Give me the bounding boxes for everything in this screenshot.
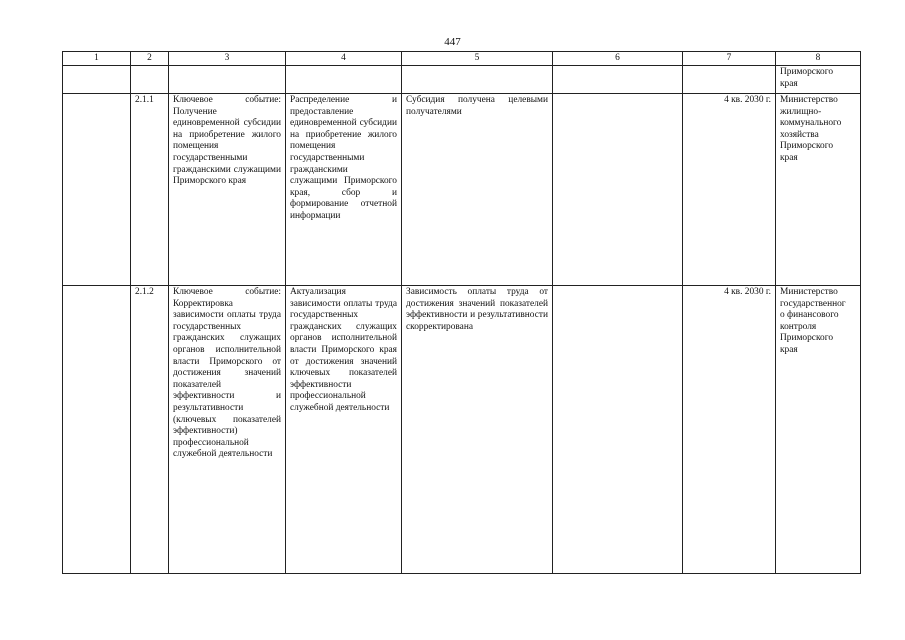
cell-empty: [402, 66, 553, 94]
cell-empty: [131, 66, 169, 94]
responsible-line: коммунального: [780, 118, 842, 129]
responsible-line: жилищно-: [780, 106, 822, 117]
responsible-line: края: [780, 152, 798, 163]
cell-empty: [553, 66, 683, 94]
responsible-line: Министерство: [780, 95, 838, 105]
continued-responsible-cell: [776, 66, 861, 94]
row-number: 2.1.1: [131, 94, 169, 286]
header-cell-3: 3: [169, 52, 286, 66]
row-number: 2.1.2: [131, 286, 169, 574]
cell-empty: [63, 286, 131, 574]
responsible-cell: [776, 286, 861, 574]
header-cell-6: 6: [553, 52, 683, 66]
continued-responsible-line: Приморского: [780, 67, 834, 77]
cell-empty: [63, 94, 131, 286]
deadline-cell: 4 кв. 2030 г.: [683, 286, 776, 574]
header-cell-4: 4: [286, 52, 402, 66]
cell-empty: [286, 66, 402, 94]
header-cell-7: 7: [683, 52, 776, 66]
responsible-line: Приморского: [780, 141, 834, 152]
continued-row: [63, 66, 861, 94]
result-cell: Субсидия получена целевыми получателями: [402, 94, 553, 286]
result-cell: Зависимость оплаты труда от достижения значений показателей эффективности и результативности скорректирована: [402, 286, 553, 574]
cell-empty: [169, 66, 286, 94]
continued-responsible-line: края: [780, 78, 798, 89]
page-number: 447: [444, 36, 461, 48]
activity-cell: Распределение и предоставление единовременной субсидии на приобретение жилого помещения государственными гражданскими служащими Приморского края, сбор и формирование отчетной информации: [286, 94, 402, 286]
cell-empty: [63, 66, 131, 94]
responsible-line: хозяйства: [780, 129, 819, 140]
responsible-line: государственног: [780, 298, 846, 309]
plan-table: [62, 51, 861, 574]
responsible-line: о финансового: [780, 310, 839, 321]
header-cell-8: 8: [776, 52, 861, 66]
header-row: [63, 52, 861, 66]
event-cell: Ключевое событие: Получение единовременной субсидии на приобретение жилого помещения государственными гражданскими служащими Приморского края: [169, 94, 286, 286]
header-cell-5: 5: [402, 52, 553, 66]
table-row: [63, 286, 861, 574]
table-row: [63, 94, 861, 286]
responsible-line: контроля: [780, 321, 817, 332]
deadline-cell: 4 кв. 2030 г.: [683, 94, 776, 286]
responsible-line: края: [780, 344, 798, 355]
col6-cell: [553, 94, 683, 286]
header-cell-2: 2: [131, 52, 169, 66]
event-cell: Ключевое событие: Корректировка зависимости оплаты труда государственных гражданских служащих органов исполнительной власти Приморского от достижения значений показателей эффективности и результативности (ключевых показателей эффективности) профессиональной служебной деятельности: [169, 286, 286, 574]
responsible-line: Приморского: [780, 333, 834, 344]
responsible-cell: [776, 94, 861, 286]
header-cell-1: 1: [63, 52, 131, 66]
responsible-line: Министерство: [780, 287, 838, 297]
col6-cell: [553, 286, 683, 574]
cell-empty: [683, 66, 776, 94]
activity-cell: Актуализация зависимости оплаты труда государственных гражданских служащих органов исполнительной власти Приморского края от достижения значений ключевых показателей эффективности профессиональной служебной деятельности: [286, 286, 402, 574]
